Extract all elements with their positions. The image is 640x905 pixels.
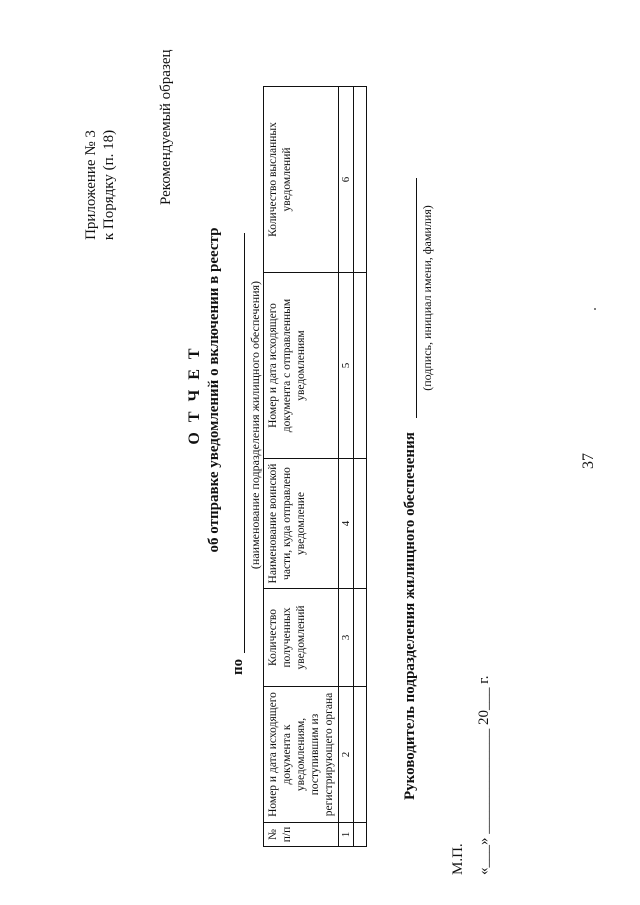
table-row <box>354 87 367 847</box>
table-cell <box>354 823 367 847</box>
header-cell-received-count: Количество полученных уведомлений <box>264 589 339 687</box>
table-cell <box>354 459 367 589</box>
table-cell <box>354 87 367 273</box>
table-header-row <box>264 87 339 847</box>
head-of-department-label: Руководитель подразделения жилищного обеспечения <box>402 432 418 800</box>
signature-caption: (подпись, инициал имени, фамилия) <box>420 205 434 391</box>
report-title: О Т Ч Е Т <box>186 345 203 445</box>
table-cell <box>354 273 367 459</box>
recommended-sample-label: Рекомендуемый образец <box>158 49 174 205</box>
header-cell-sent-count: Количество высланных уведомлений <box>264 87 339 273</box>
column-number: 2 <box>339 687 354 823</box>
column-number: 1 <box>339 823 354 847</box>
column-number: 5 <box>339 273 354 459</box>
stamp-place-label: М.П. <box>450 843 466 875</box>
signature-line <box>416 178 417 418</box>
appendix-title: Приложение № 3 <box>83 130 99 240</box>
report-table <box>263 86 367 847</box>
header-cell-outgoing-doc: Номер и дата исходящего документа к уведомлениям, поступившим из регистрирующего органа <box>264 687 339 823</box>
column-number: 3 <box>339 589 354 687</box>
department-caption: (наименование подразделения жилищного обеспечения) <box>248 280 262 570</box>
department-fill-line <box>244 233 245 653</box>
page-number: 37 <box>580 453 597 469</box>
header-cell-military-unit: Наименование воинской части, куда отправлено уведомление <box>264 459 339 589</box>
column-number: 4 <box>339 459 354 589</box>
table-column-numbers-row <box>339 87 354 847</box>
header-cell-number: № п/п <box>264 823 339 847</box>
appendix-reference: к Порядку (п. 18) <box>101 129 117 241</box>
column-number: 6 <box>339 87 354 273</box>
scan-speck <box>594 308 596 310</box>
appendix-header <box>82 85 118 285</box>
header-cell-sent-doc: Номер и дата исходящего документа с отправленным уведомлениям <box>264 273 339 459</box>
date-line: «___» ______________ 20___ г. <box>476 675 492 875</box>
by-label: по <box>230 658 246 675</box>
table-cell <box>354 687 367 823</box>
table-cell <box>354 589 367 687</box>
report-subtitle: об отправке уведомлений о включении в реестр <box>206 227 222 553</box>
